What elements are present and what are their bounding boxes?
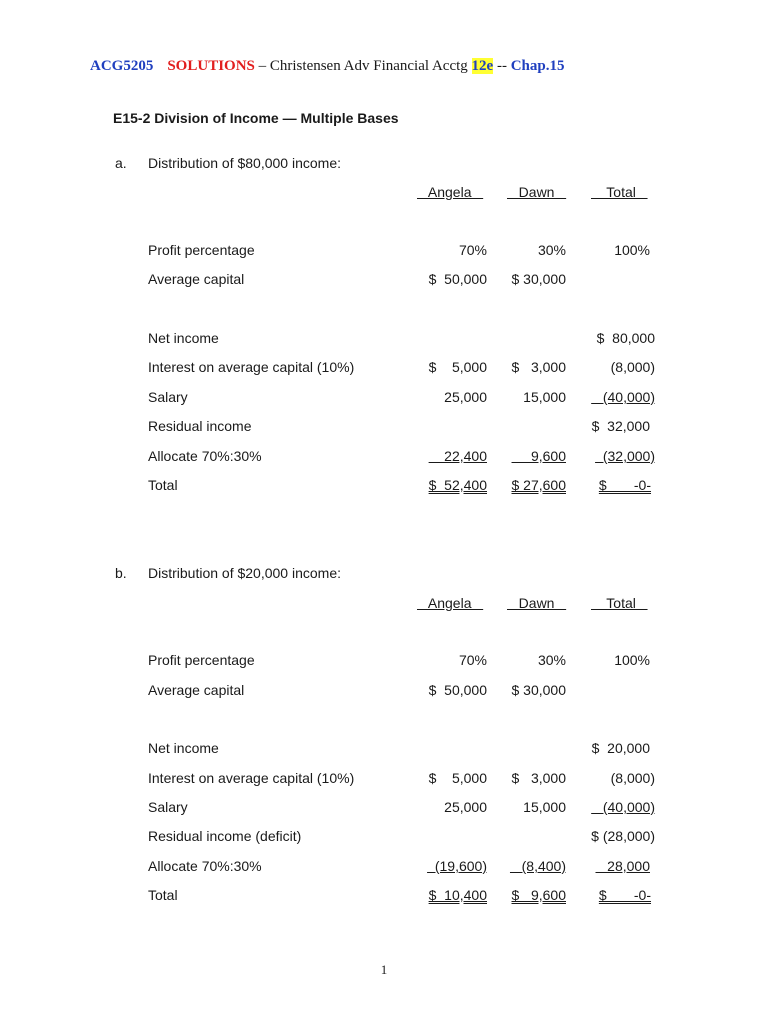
row-label: Average capital <box>148 682 245 698</box>
dawn-value: $ 27,600 <box>511 477 566 493</box>
document-header <box>90 58 564 75</box>
dawn-value: $ 30,000 <box>511 271 566 287</box>
angela-value: $ 50,000 <box>428 271 487 287</box>
row-label: Total <box>148 477 178 493</box>
dawn-value: $ 3,000 <box>511 359 566 375</box>
dawn-value: $ 30,000 <box>511 682 566 698</box>
column-header-angela: Angela <box>417 595 484 611</box>
dawn-value: 9,600 <box>511 448 566 464</box>
dawn-value: $ 9,600 <box>511 887 566 903</box>
total-value: $ 20,000 <box>591 740 650 756</box>
total-value: $ -0- <box>598 477 651 493</box>
section-letter: a. <box>115 155 127 171</box>
section-heading: Distribution of $20,000 income: <box>148 565 341 581</box>
total-value: 100% <box>614 652 650 668</box>
total-value: $ -0- <box>598 887 651 903</box>
angela-value: $ 52,400 <box>428 477 487 493</box>
angela-value: 70% <box>458 652 487 668</box>
total-value: (40,000) <box>591 799 655 815</box>
column-header-angela: Angela <box>417 184 484 200</box>
page-number: 1 <box>380 962 388 977</box>
row-label: Allocate 70%:30% <box>148 858 262 874</box>
angela-value: $ 10,400 <box>428 887 487 903</box>
column-header-total: Total <box>591 595 648 611</box>
angela-value: 25,000 <box>444 389 487 405</box>
row-label: Profit percentage <box>148 652 255 668</box>
row-label: Average capital <box>148 271 245 287</box>
angela-value: $ 50,000 <box>428 682 487 698</box>
row-label: Total <box>148 887 178 903</box>
row-label: Allocate 70%:30% <box>148 448 262 464</box>
exercise-title: E15-2 Division of Income — Multiple Bases <box>113 110 399 126</box>
total-value: 100% <box>614 242 650 258</box>
section-heading: Distribution of $80,000 income: <box>148 155 341 171</box>
dawn-value: (8,400) <box>509 858 566 874</box>
dawn-value: 15,000 <box>523 389 566 405</box>
header-separator: -- <box>493 58 511 74</box>
angela-value: (19,600) <box>427 858 487 874</box>
total-value: (40,000) <box>591 389 655 405</box>
dawn-value: $ 3,000 <box>511 770 566 786</box>
row-label: Residual income (deficit) <box>148 828 302 844</box>
edition-highlight: 12e <box>471 58 494 74</box>
row-label: Net income <box>148 740 219 756</box>
total-value: $ (28,000) <box>591 828 655 844</box>
section-letter: b. <box>115 565 127 581</box>
row-label: Interest on average capital (10%) <box>148 770 355 786</box>
total-value: $ 80,000 <box>596 330 655 346</box>
dawn-value: 15,000 <box>523 799 566 815</box>
angela-value: 25,000 <box>444 799 487 815</box>
row-label: Interest on average capital (10%) <box>148 359 355 375</box>
total-value: (8,000) <box>610 770 655 786</box>
total-value: (32,000) <box>595 448 655 464</box>
header-subtitle: – Christensen Adv Financial Acctg <box>258 58 472 74</box>
angela-value: 70% <box>458 242 487 258</box>
chapter-label: Chap.15 <box>510 58 565 74</box>
row-label: Salary <box>148 389 188 405</box>
solutions-label: SOLUTIONS <box>167 58 255 74</box>
column-header-total: Total <box>591 184 648 200</box>
angela-value: 22,400 <box>428 448 487 464</box>
angela-value: $ 5,000 <box>428 770 487 786</box>
dawn-value: 30% <box>537 242 566 258</box>
row-label: Net income <box>148 330 219 346</box>
total-value: (8,000) <box>610 359 655 375</box>
column-header-dawn: Dawn <box>507 595 567 611</box>
column-header-dawn: Dawn <box>507 184 567 200</box>
row-label: Residual income <box>148 418 252 434</box>
total-value: $ 32,000 <box>591 418 650 434</box>
dawn-value: 30% <box>537 652 566 668</box>
row-label: Salary <box>148 799 188 815</box>
course-code: ACG5205 <box>90 58 154 74</box>
row-label: Profit percentage <box>148 242 255 258</box>
total-value: 28,000 <box>595 858 650 874</box>
angela-value: $ 5,000 <box>428 359 487 375</box>
